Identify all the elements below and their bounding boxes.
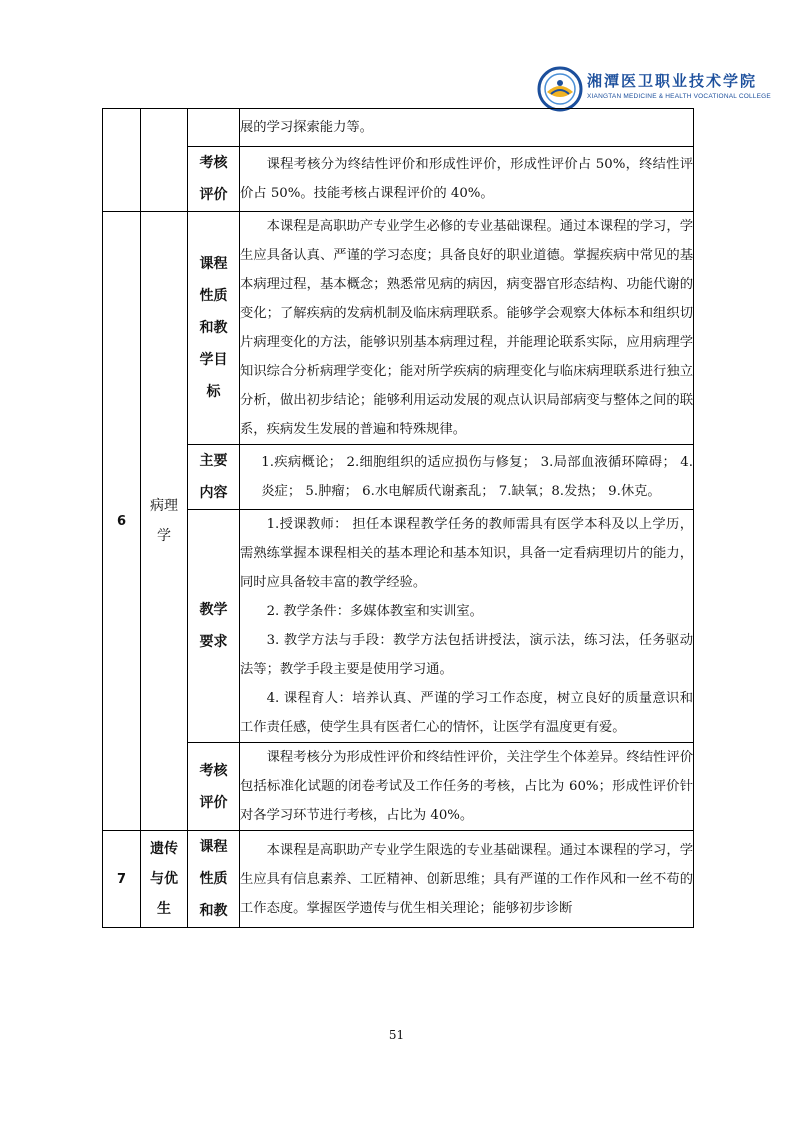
- college-name-en: XIANGTAN MEDICINE & HEALTH VOCATIONAL COLLEGE: [587, 93, 771, 100]
- college-name-cn: 湘潭医卫职业技术学院: [587, 72, 758, 90]
- assessment-label: 考核评价: [188, 743, 240, 831]
- requirements-label: 教学要求: [188, 510, 240, 743]
- table-row: [103, 147, 694, 212]
- assessment-content: 课程考核分为形成性评价和终结性评价，关注学生个体差异。终结性评价包括标准化试题的闭卷考试及工作任务的考核，占比为 60%；形成性评价针对各学习环节进行考核，占比为 40%。: [240, 743, 694, 831]
- nature-label: 课程性质和教: [188, 831, 240, 928]
- table-row: [103, 445, 694, 510]
- table-row: [103, 831, 694, 928]
- nature-label: 课程性质和教学目标: [188, 212, 240, 445]
- requirements-content: [240, 510, 694, 743]
- requirement-item: 2. 教学条件：多媒体教室和实训室。: [266, 604, 483, 619]
- table-row: [103, 510, 694, 743]
- main-content-text: 1.疾病概论； 2.细胞组织的适应损伤与修复； 3.局部血液循环障碍； 4.炎症； 5.肿瘤； 6.水电解质代谢紊乱； 7.缺氧；8.发热； 9.休克。: [240, 445, 694, 510]
- main-content-label: 主要内容: [188, 445, 240, 510]
- content-cell: [240, 109, 694, 147]
- nature-content: 本课程是高职助产专业学生必修的专业基础课程。通过本课程的学习，学生应具备认真、严谨的学习态度；具备良好的职业道德。掌握疾病中常见的基本病理过程，基本概念；熟悉常见病的病因，病变器官形态结构、功能代谢的变化；了解疾病的发病机制及临床病理联系。能够学会观察大体标本和组织切片病理变化的方法，能够识别基本病理过程，并能理论联系实际，应用病理学知识综合分析病理学变化；能对所学疾病的病理变化与临床病理联系进行独立分析，做出初步结论；能够利用运动发展的观点认识局部病变与整体之间的联系，疾病发生发展的普遍和特殊规律。: [240, 212, 694, 445]
- assessment-label: 考核评价: [188, 147, 240, 212]
- course-name: 遗传与优生: [141, 831, 188, 928]
- curriculum-table: [102, 108, 694, 928]
- label-cell: [188, 109, 240, 147]
- table-row: [103, 109, 694, 147]
- nature-content: 本课程是高职助产专业学生限选的专业基础课程。通过本课程的学习，学生应具有信息素养、工匠精神、创新思维；具有严谨的工作作风和一丝不苟的工作态度。掌握医学遗传与优生相关理论；能够初步诊断: [240, 831, 694, 928]
- table-row: [103, 212, 694, 445]
- course-number: 6: [103, 212, 141, 831]
- course-name: 病理学: [141, 212, 188, 831]
- row-number-cell: [103, 109, 141, 212]
- table-row: [103, 743, 694, 831]
- course-number: 7: [103, 831, 141, 928]
- requirement-item: 1.授课教师： 担任本课程教学任务的教师需具有医学本科及以上学历，需熟练掌握本课程相关的基本理论和基本知识，具备一定看病理切片的能力，同时应具备较丰富的教学经验。: [240, 517, 693, 590]
- requirement-item: 4. 课程育人：培养认真、严谨的学习工作态度，树立良好的质量意识和工作责任感，使学生具有医者仁心的情怀，让医学有温度更有爱。: [240, 691, 693, 735]
- continued-text: 展的学习探索能力等。: [240, 120, 373, 135]
- college-emblem-icon: [537, 66, 583, 112]
- requirement-item: 3. 教学方法与手段：教学方法包括讲授法，演示法，练习法，任务驱动法等；教学手段主要是使用学习通。: [240, 633, 693, 677]
- page-number: 51: [388, 1028, 405, 1042]
- assessment-content: 课程考核分为终结性评价和形成性评价，形成性评价占 50%，终结性评价占 50%。技能考核占课程评价的 40%。: [240, 147, 694, 212]
- course-name-cell: [141, 109, 188, 212]
